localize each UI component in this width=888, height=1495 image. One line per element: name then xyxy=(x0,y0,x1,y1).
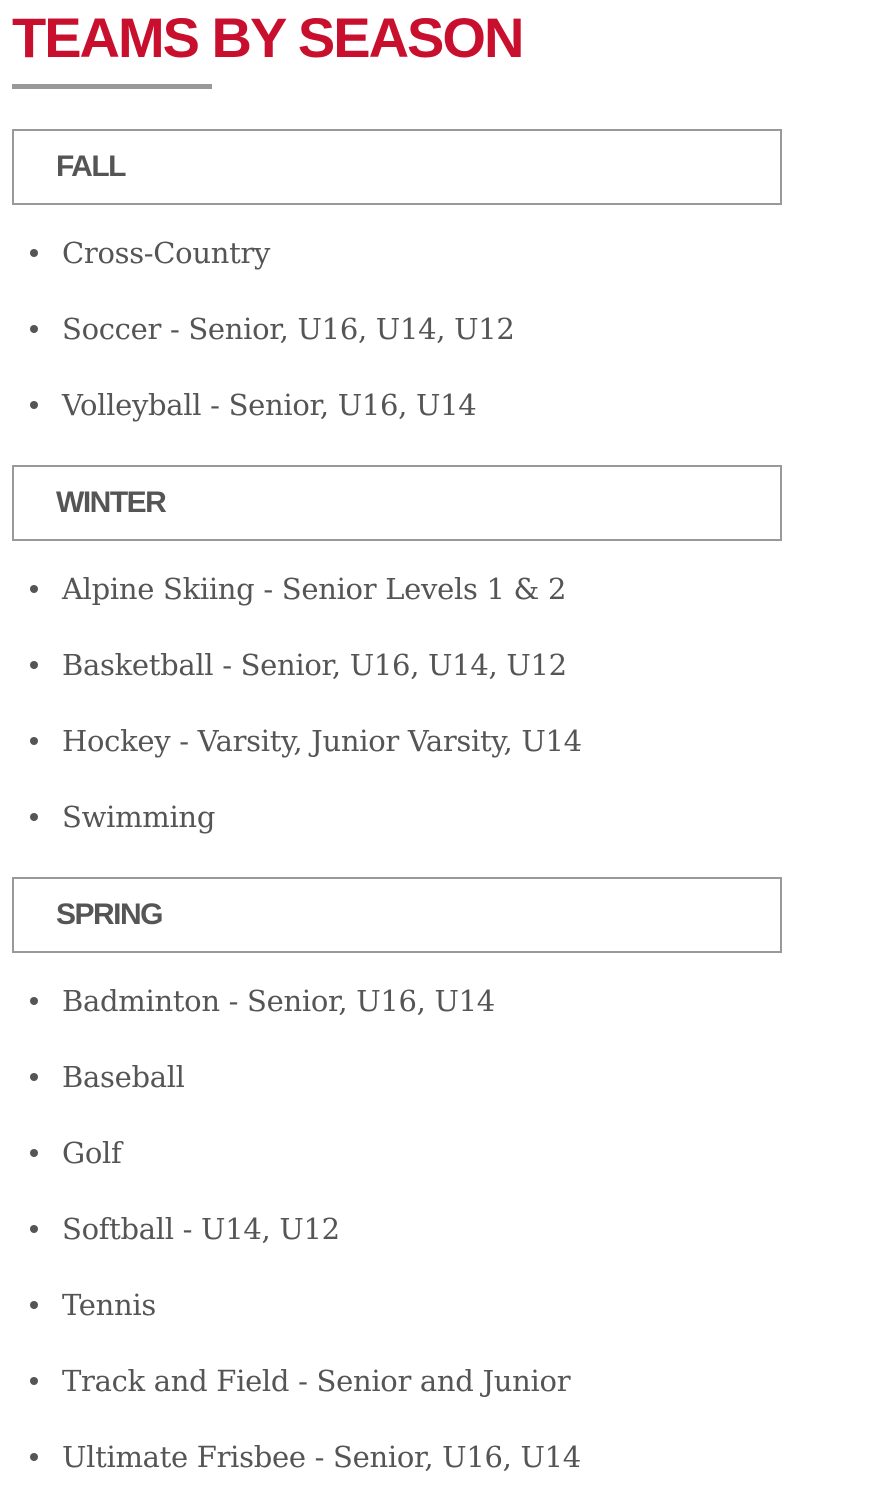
team-label: Golf xyxy=(62,1136,122,1170)
bullet-icon xyxy=(30,1073,38,1081)
list-item xyxy=(12,215,782,291)
bullet-icon xyxy=(30,737,38,745)
list-item xyxy=(12,1419,782,1495)
list-item xyxy=(12,1039,782,1115)
team-label: Ultimate Frisbee - Senior, U16, U14 xyxy=(62,1440,581,1474)
list-item xyxy=(12,779,782,855)
list-item xyxy=(12,1115,782,1191)
title-underline xyxy=(12,84,212,89)
list-item xyxy=(12,627,782,703)
teams-by-season-page xyxy=(12,0,782,1495)
team-label: Soccer - Senior, U16, U14, U12 xyxy=(62,312,515,346)
team-label: Hockey - Varsity, Junior Varsity, U14 xyxy=(62,724,582,758)
list-item xyxy=(12,1267,782,1343)
team-label: Softball - U14, U12 xyxy=(62,1212,340,1246)
team-label: Cross-Country xyxy=(62,236,271,270)
bullet-icon xyxy=(30,997,38,1005)
list-item xyxy=(12,963,782,1039)
team-list-spring xyxy=(12,963,782,1495)
bullet-icon xyxy=(30,813,38,821)
bullet-icon xyxy=(30,585,38,593)
bullet-icon xyxy=(30,325,38,333)
team-label: Swimming xyxy=(62,800,216,834)
team-label: Basketball - Senior, U16, U14, U12 xyxy=(62,648,567,682)
bullet-icon xyxy=(30,661,38,669)
team-label: Volleyball - Senior, U16, U14 xyxy=(62,388,477,422)
list-item xyxy=(12,1343,782,1419)
team-label: Badminton - Senior, U16, U14 xyxy=(62,984,495,1018)
page-title: TEAMS BY SEASON xyxy=(12,6,523,69)
bullet-icon xyxy=(30,1377,38,1385)
list-item xyxy=(12,1191,782,1267)
list-item xyxy=(12,291,782,367)
team-list-winter xyxy=(12,551,782,855)
bullet-icon xyxy=(30,1225,38,1233)
team-label: Tennis xyxy=(62,1288,156,1322)
season-header-winter[interactable]: WINTER xyxy=(12,465,782,541)
team-label: Alpine Skiing - Senior Levels 1 & 2 xyxy=(62,572,567,606)
bullet-icon xyxy=(30,401,38,409)
team-list-fall xyxy=(12,215,782,443)
bullet-icon xyxy=(30,249,38,257)
list-item xyxy=(12,703,782,779)
bullet-icon xyxy=(30,1301,38,1309)
bullet-icon xyxy=(30,1453,38,1461)
list-item xyxy=(12,551,782,627)
list-item xyxy=(12,367,782,443)
team-label: Baseball xyxy=(62,1060,185,1094)
season-header-fall[interactable]: FALL xyxy=(12,129,782,205)
season-header-spring[interactable]: SPRING xyxy=(12,877,782,953)
team-label: Track and Field - Senior and Junior xyxy=(62,1364,571,1398)
bullet-icon xyxy=(30,1149,38,1157)
